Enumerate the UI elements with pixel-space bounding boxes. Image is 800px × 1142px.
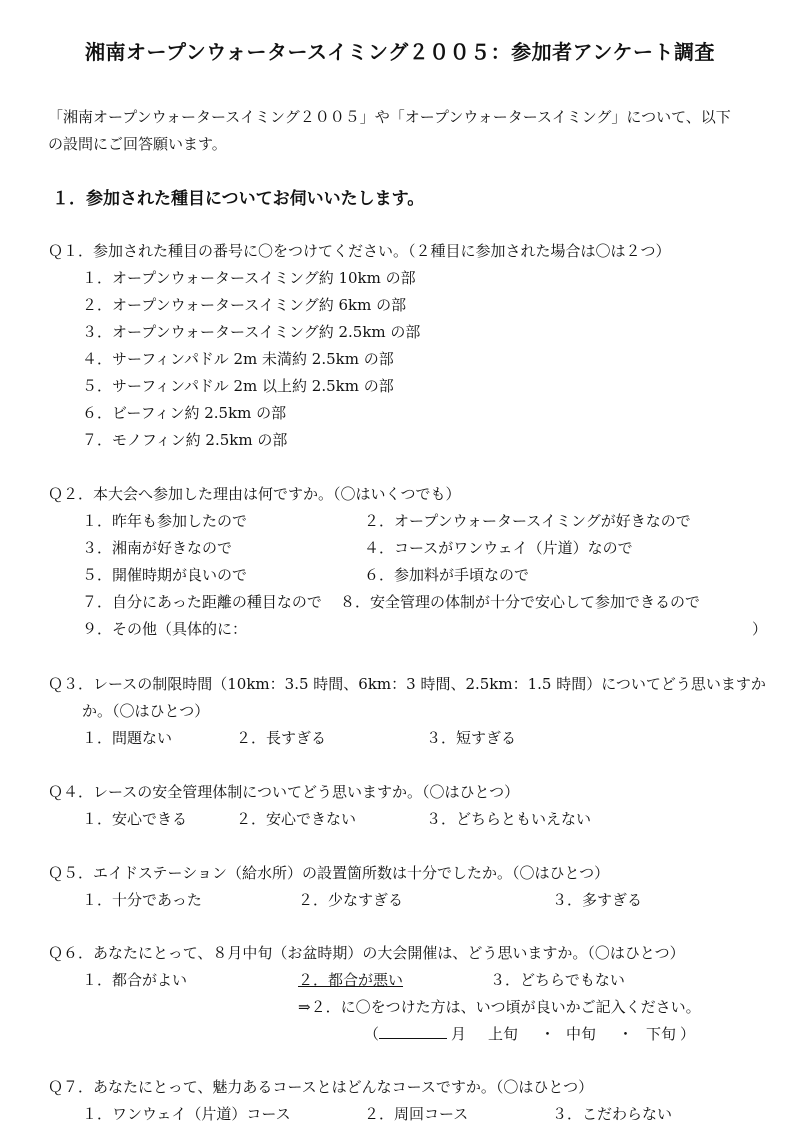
q3-option[interactable]: １．問題ない xyxy=(82,729,173,747)
q6-paren-close: ） xyxy=(680,1025,696,1043)
q6-option[interactable]: １．都合がよい xyxy=(82,971,188,989)
q6-period-early[interactable]: 上旬 xyxy=(488,1025,519,1043)
q2-question: Ｑ２．本大会へ参加した理由は何ですか。（〇はいくつでも） xyxy=(48,485,461,503)
q6-paren-open: （ xyxy=(364,1025,380,1043)
q5-question: Ｑ５．エイドステーション（給水所）の設置箇所数は十分でしたか。（〇はひとつ） xyxy=(48,864,610,882)
intro-text xyxy=(48,104,778,158)
q4-option[interactable]: ３．どちらともいえない xyxy=(426,810,592,828)
q6-month-blank[interactable] xyxy=(379,1024,447,1039)
q2-option[interactable]: ８．安全管理の体制が十分で安心して参加できるので xyxy=(340,593,701,611)
q6-period-line xyxy=(364,1023,466,1044)
q6-period-late[interactable]: 下旬 xyxy=(646,1025,677,1043)
q1-option[interactable]: ６．ビーフィン約 2.5km の部 xyxy=(82,404,287,422)
q4-option[interactable]: １．安心できる xyxy=(82,810,188,828)
q1-option[interactable]: ５．サーフィンパドル 2m 以上約 2.5km の部 xyxy=(82,377,394,395)
q7-question: Ｑ７．あなたにとって、魅力あるコースとはどんなコースですか。（〇はひとつ） xyxy=(48,1078,594,1096)
q5-option[interactable]: ２．少なすぎる xyxy=(298,891,404,909)
q5-option[interactable]: １．十分であった xyxy=(82,891,202,909)
q1-option[interactable]: ３．オープンウォータースイミング約 2.5km の部 xyxy=(82,323,421,341)
q2-option[interactable]: ５．開催時期が良いので xyxy=(82,566,248,584)
q4-question: Ｑ４．レースの安全管理体制についてどう思いますか。（〇はひとつ） xyxy=(48,783,520,801)
q6-followup: ⇒２．に〇をつけた方は、いつ頃が良いかご記入ください。 xyxy=(298,998,701,1016)
q6-period-mid[interactable]: 中旬 xyxy=(566,1025,597,1043)
q6-question: Ｑ６．あなたにとって、８月中旬（お盆時期）の大会開催は、どう思いますか。（〇はひとつ） xyxy=(48,944,685,962)
q3-option[interactable]: ３．短すぎる xyxy=(426,729,517,747)
q6-month-label: 月 xyxy=(451,1025,467,1043)
q2-option[interactable]: ２．オープンウォータースイミングが好きなので xyxy=(364,512,691,530)
q1-option[interactable]: ２．オープンウォータースイミング約 6km の部 xyxy=(82,296,407,314)
page-title: 湘南オープンウォータースイミング２００５：参加者アンケート調査 xyxy=(85,40,715,64)
q2-option[interactable]: ６．参加料が手頃なので xyxy=(364,566,530,584)
intro-line-1: 「湘南オープンウォータースイミング２００５」や「オープンウォータースイミング」について、以下 xyxy=(48,108,731,126)
q1-option[interactable]: ７．モノフィン約 2.5km の部 xyxy=(82,431,288,449)
q6-period-sep: ・ xyxy=(540,1025,556,1043)
intro-line-2: の設問にご回答願います。 xyxy=(48,135,227,153)
q5-option[interactable]: ３．多すぎる xyxy=(552,891,643,909)
q7-option[interactable]: １．ワンウェイ（片道）コース xyxy=(82,1105,291,1123)
q2-other-close-paren: ） xyxy=(752,620,768,638)
q6-period-sep: ・ xyxy=(618,1025,634,1043)
q4-option[interactable]: ２．安心できない xyxy=(236,810,357,828)
q3-question-line-1: Ｑ３．レースの制限時間（10km：3.5 時間、6km：3 時間、2.5km：1.5 時間）についてどう思いますか xyxy=(48,675,766,693)
q2-option-other[interactable]: ９．その他（具体的に： xyxy=(82,620,248,638)
q3-option[interactable]: ２．長すぎる xyxy=(236,729,327,747)
q1-option[interactable]: ４．サーフィンパドル 2m 未満約 2.5km の部 xyxy=(82,350,394,368)
q3-question-line-2: か。（〇はひとつ） xyxy=(82,702,210,720)
q2-option[interactable]: ３．湘南が好きなので xyxy=(82,539,233,557)
q6-option[interactable]: ２．都合が悪い xyxy=(298,971,404,989)
q2-option[interactable]: １．昨年も参加したので xyxy=(82,512,248,530)
q7-option[interactable]: ３．こだわらない xyxy=(552,1105,673,1123)
q7-option[interactable]: ２．周回コース xyxy=(364,1105,469,1123)
q1-option[interactable]: １．オープンウォータースイミング約 10km の部 xyxy=(82,269,416,287)
section-heading: １．参加された種目についてお伺いいたします。 xyxy=(52,189,425,209)
q2-option[interactable]: ７．自分にあった距離の種目なので xyxy=(82,593,322,611)
q2-option[interactable]: ４．コースがワンウェイ（片道）なので xyxy=(364,539,633,557)
q1-question: Ｑ１．参加された種目の番号に〇をつけてください。（２種目に参加された場合は〇は２つ） xyxy=(48,242,671,260)
q6-option[interactable]: ３．どちらでもない xyxy=(490,971,625,989)
